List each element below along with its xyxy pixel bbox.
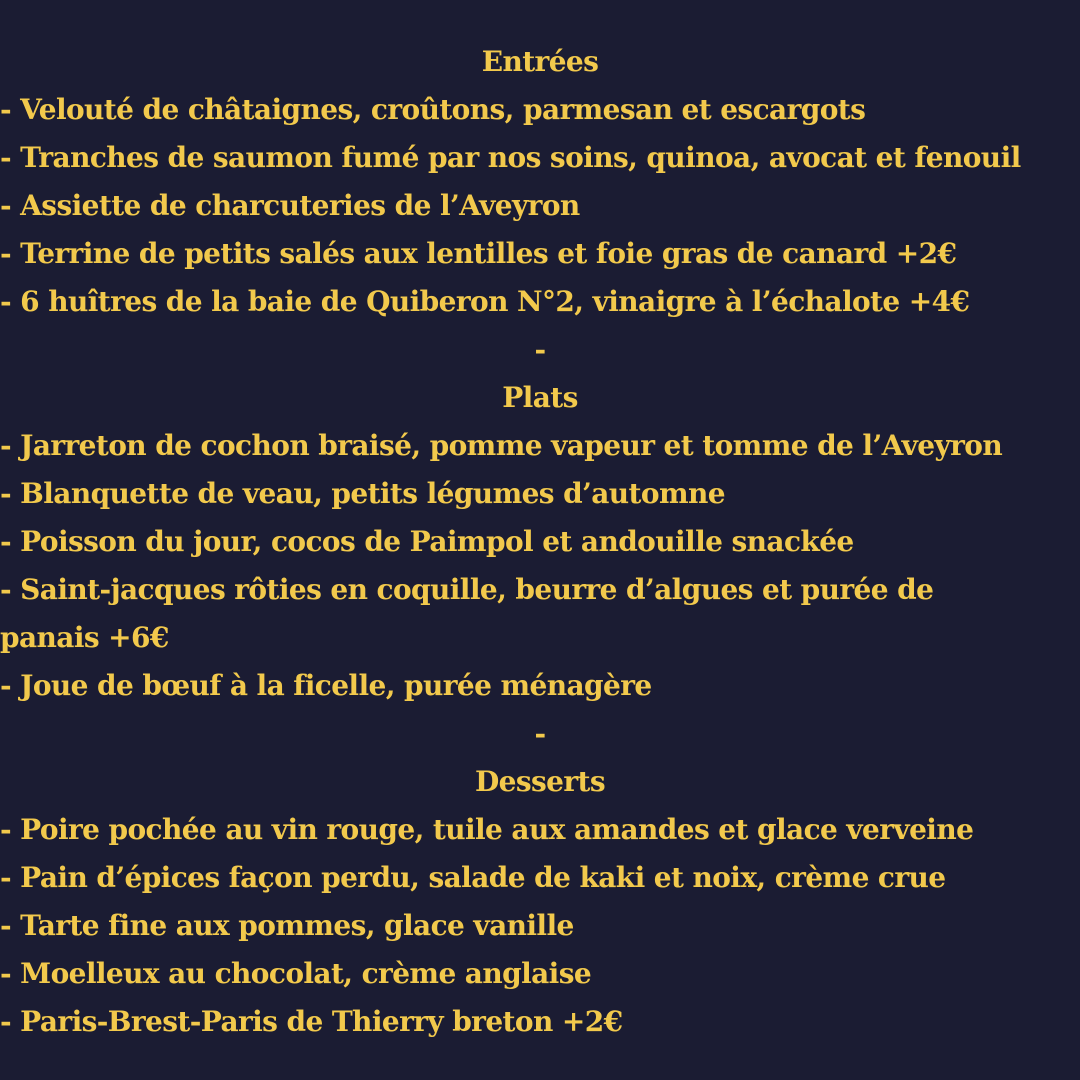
desserts-item: - Poire pochée au vin rouge, tuile aux amandes et glace verveine [0,813,974,846]
entrees-item: - 6 huîtres de la baie de Quiberon N°2, vinaigre à l’échalote +4€ [0,285,970,318]
entrees-item: - Assiette de charcuteries de l’Aveyron [0,189,580,222]
desserts-item: - Paris-Brest-Paris de Thierry breton +2€ [0,1005,623,1038]
plats-item: - Joue de bœuf à la ficelle, purée ménagère [0,669,652,702]
plats-item: - Jarreton de cochon braisé, pomme vapeur et tomme de l’Aveyron [0,429,1003,462]
entrees-heading: Entrées [481,45,599,78]
desserts-item: - Moelleux au chocolat, crème anglaise [0,957,592,990]
section-separator: - [534,333,546,366]
plats-item: - Blanquette de veau, petits légumes d’automne [0,477,725,510]
plats-heading: Plats [502,381,578,414]
desserts-heading: Desserts [474,765,606,798]
entrees-item: - Velouté de châtaignes, croûtons, parmesan et escargots [0,93,866,126]
entrees-item: - Terrine de petits salés aux lentilles et foie gras de canard +2€ [0,237,957,270]
entrees-item: - Tranches de saumon fumé par nos soins, quinoa, avocat et fenouil [0,141,1021,174]
desserts-item: - Pain d’épices façon perdu, salade de kaki et noix, crème crue [0,861,946,894]
section-separator: - [534,717,546,750]
plats-item: - Saint-jacques rôties en coquille, beurre d’algues et purée de [0,573,934,606]
plats-item: - Poisson du jour, cocos de Paimpol et andouille snackée [0,525,854,558]
menu [0,38,1080,1046]
plats-item-continuation: panais +6€ [0,621,169,654]
desserts-item: - Tarte fine aux pommes, glace vanille [0,909,574,942]
